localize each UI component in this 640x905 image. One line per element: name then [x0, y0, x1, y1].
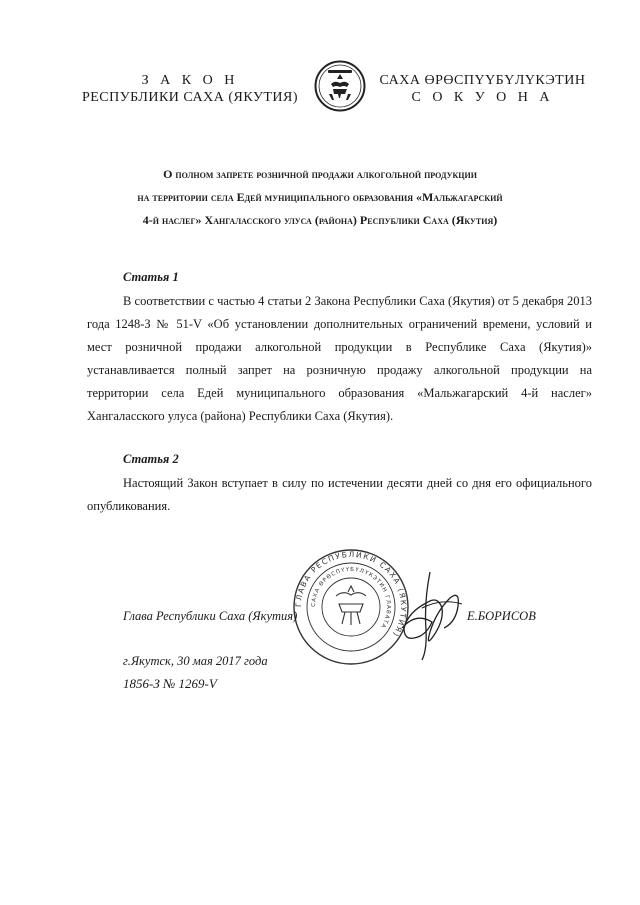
header-left [80, 72, 300, 106]
article-2-text: Настоящий Закон вступает в силу по истечении десяти дней со дня его официального опубликования. [87, 476, 592, 513]
article-1-heading: Статья 1 [123, 270, 179, 284]
title-line-1: О полном запрете розничной продажи алкогольной продукции [163, 167, 477, 181]
seal-outer-text: ГЛАВА РЕСПУБЛИКИ САХА (ЯКУТИЯ) [293, 549, 409, 640]
signatory-position: Глава Республики Саха (Якутия) [123, 609, 298, 623]
place-and-date: г.Якутск, 30 мая 2017 года [123, 654, 268, 668]
header-right [370, 72, 595, 106]
document-title [60, 163, 580, 232]
law-word-sakha: С О К У О Н А [411, 90, 554, 105]
law-number: 1856-З № 1269-V [123, 676, 217, 691]
handwritten-signature [392, 568, 466, 664]
coat-of-arms-emblem [314, 60, 366, 112]
title-line-2: на территории села Едей муниципального образования «Мальжагарский [137, 190, 503, 204]
law-word: З А К О Н [141, 73, 239, 88]
article-2-heading: Статья 2 [123, 452, 179, 466]
republic-name-sakha: САХА ӨРӨСПҮҮБҮЛҮКЭТИН [379, 73, 586, 88]
republic-name-ru: РЕСПУБЛИКИ САХА (ЯКУТИЯ) [81, 90, 299, 105]
title-line-3: 4-й наслег» Хангаласского улуса (района) Республики Саха (Якутия) [142, 213, 498, 227]
signatory-name: Е.БОРИСОВ [467, 609, 536, 623]
article-1-text: В соответствии с частью 4 статьи 2 Закона Республики Саха (Якутия) от 5 декабря 2013 года 1248-З № 51-V «Об установлении дополнительных ограничений времени, условий и мест розничной продажи алкогольной продукции в Республике Саха (Якутия)» устанавливается полный запрет на розничную продажу алкогольной продукции на территории села Едей муниципального образования «Мальжагарский 4-й наслег» Хангаласского улуса (района) Республики Саха (Якутия). [87, 294, 592, 423]
seal-inner-text: САХА ӨРӨСПҮҮБҮЛҮКЭТИН ГЛАВАТА [310, 566, 392, 630]
